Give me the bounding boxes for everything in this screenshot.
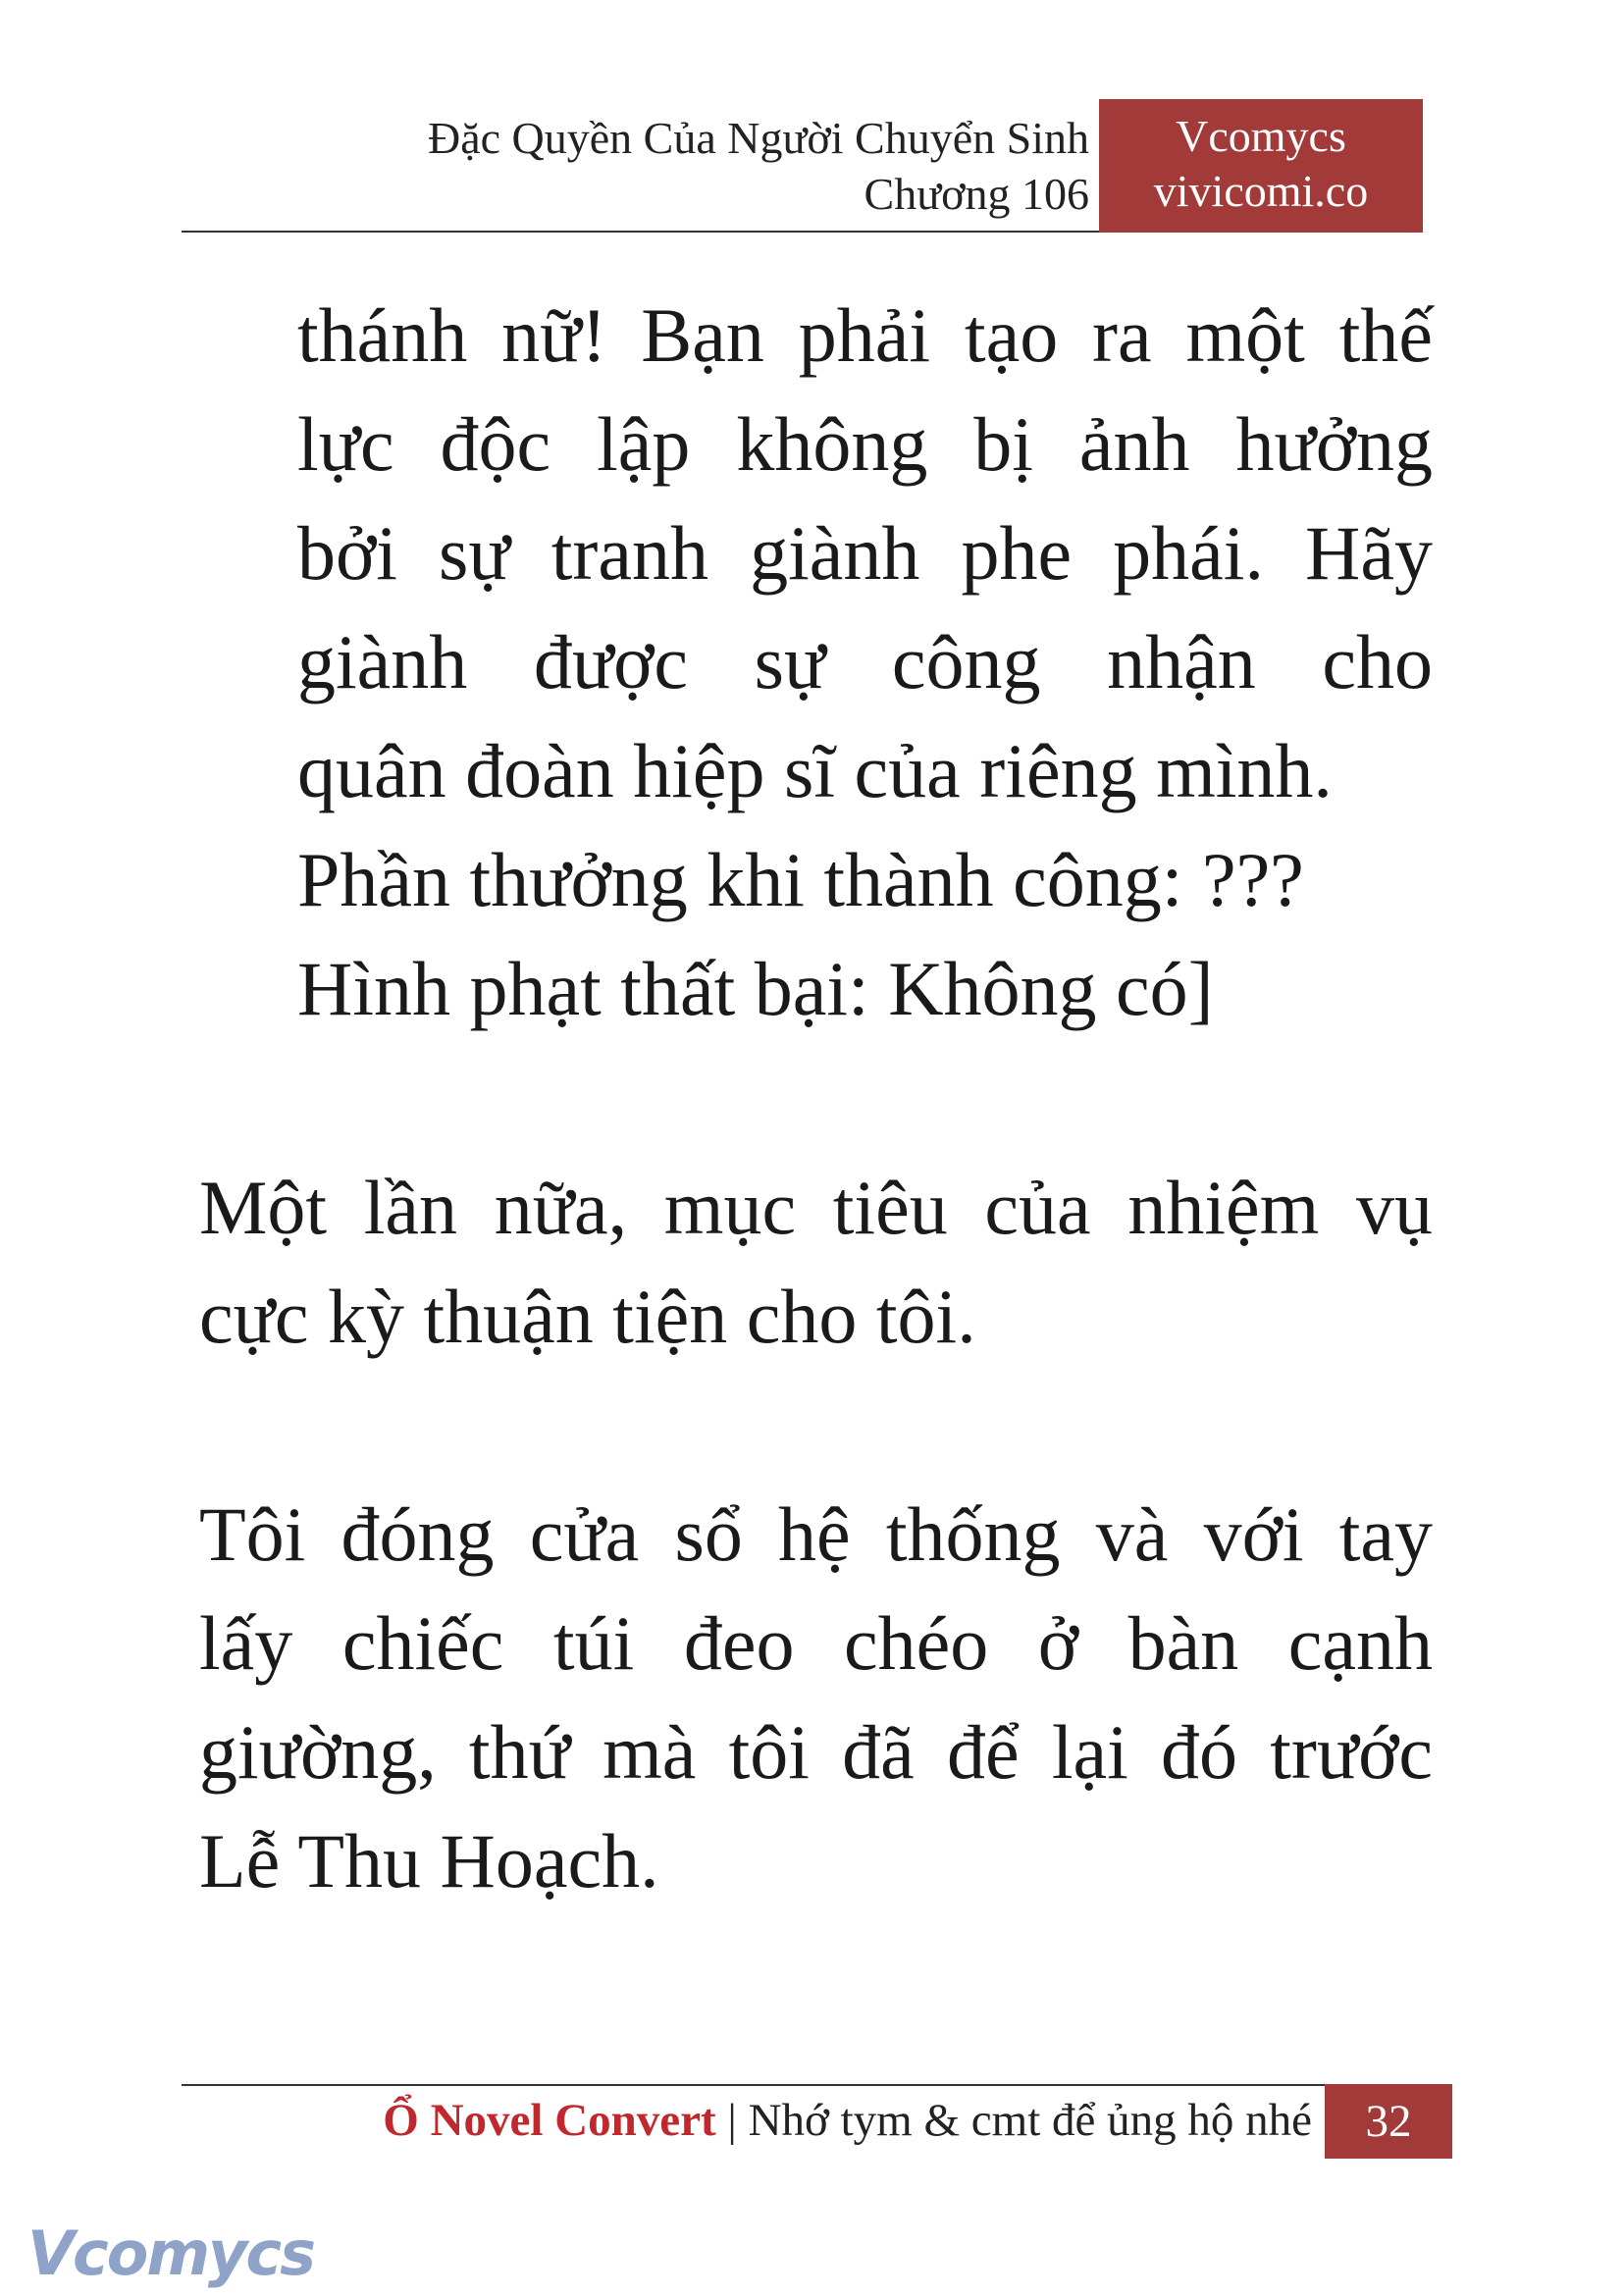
footer-line (383, 2088, 1312, 2153)
paragraph-2 (199, 1480, 1433, 1915)
book-title: Đặc Quyền Của Người Chuyển Sinh (427, 113, 1089, 163)
page-number: 32 (1325, 2084, 1452, 2159)
running-header (428, 110, 1089, 222)
paragraph-1 (199, 1153, 1433, 1371)
text-line: thánh nữ! Bạn phải tạo ra một thế (297, 292, 1433, 378)
text-line: Hình phạt thất bại: Không có] (297, 946, 1214, 1031)
text-line: quân đoàn hiệp sĩ của riêng mình. (297, 728, 1333, 813)
text-line: bởi sự tranh giành phe phái. Hãy (297, 510, 1433, 596)
site-url: vivicomi.co (1153, 166, 1369, 216)
watermark-logo: Vcomycs (27, 2217, 315, 2289)
footer-divider (182, 2084, 1325, 2086)
text-line: giành được sự công nhận cho (297, 619, 1433, 704)
site-name: Vcomycs (1176, 111, 1346, 161)
footer-brand: Ổ Novel Convert (383, 2095, 716, 2146)
text-line: Tôi đóng cửa sổ hệ thống và với tay (199, 1491, 1433, 1577)
quest-text-block (297, 281, 1433, 1043)
footer-note: Nhớ tym & cmt để ủng hộ nhé (748, 2095, 1312, 2146)
footer-separator: | (727, 2095, 737, 2146)
text-line: Phần thưởng khi thành công: ??? (297, 837, 1304, 922)
header-divider (182, 231, 1099, 233)
text-line: giường, thứ mà tôi đã để lại đó trước (199, 1709, 1433, 1795)
chapter-label: Chương 106 (864, 169, 1089, 219)
site-badge (1099, 99, 1423, 233)
text-line: lấy chiếc túi đeo chéo ở bàn cạnh (199, 1600, 1433, 1686)
text-line: lực độc lập không bị ảnh hưởng (297, 401, 1433, 487)
text-line: cực kỳ thuận tiện cho tôi. (199, 1274, 976, 1359)
text-line: Một lần nữa, mục tiêu của nhiệm vụ (199, 1165, 1433, 1250)
text-line: Lễ Thu Hoạch. (199, 1818, 659, 1904)
